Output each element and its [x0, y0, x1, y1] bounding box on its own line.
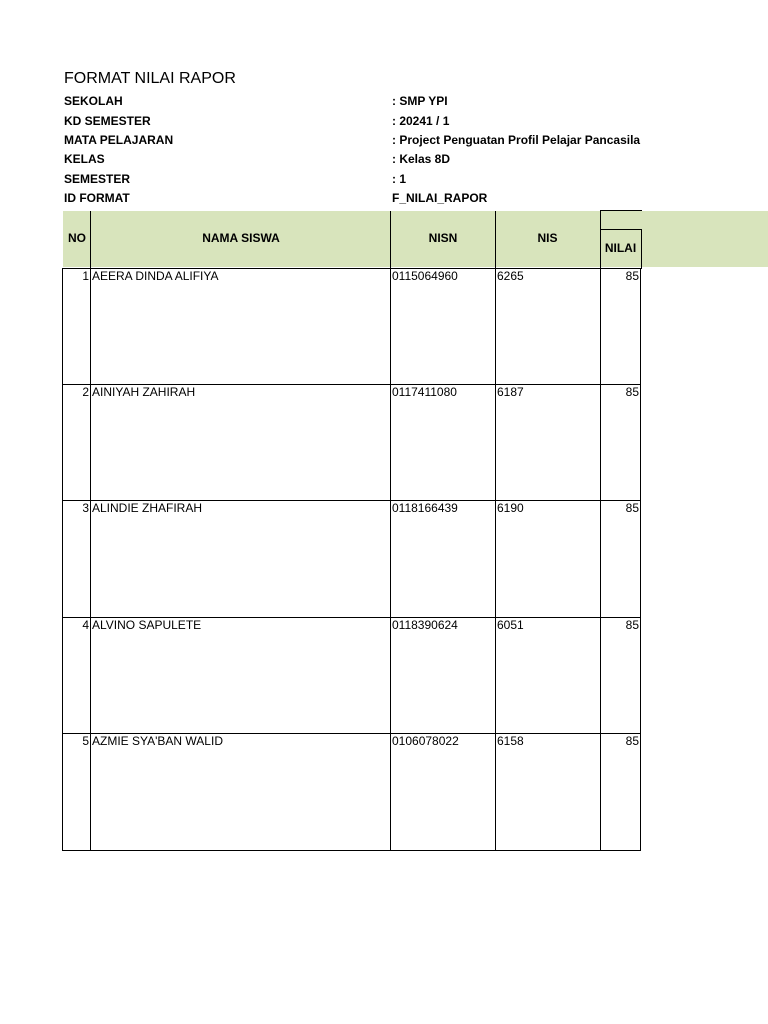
grid-line	[600, 229, 642, 230]
meta-row-sekolah	[64, 94, 764, 112]
row-nisn: 0118390624	[392, 618, 458, 632]
meta-value: : 1	[392, 172, 407, 186]
grid-line	[641, 229, 642, 269]
row-nama: ALVINO SAPULETE	[92, 618, 202, 632]
meta-row-kelas	[64, 152, 764, 170]
meta-label: KD SEMESTER	[64, 114, 151, 128]
header-nis: NIS	[537, 231, 558, 245]
meta-label: KELAS	[64, 152, 105, 166]
header-no: NO	[68, 231, 86, 245]
meta-value: F_NILAI_RAPOR	[392, 191, 488, 205]
grid-line	[62, 850, 641, 851]
grid-line	[600, 210, 601, 851]
header-nama-siswa: NAMA SISWA	[202, 231, 280, 245]
meta-value: : SMP YPI	[392, 94, 448, 108]
grid-line	[640, 268, 641, 851]
header-nisn: NISN	[428, 231, 458, 245]
row-nisn: 0106078022	[392, 734, 459, 748]
meta-row-kd-semester	[64, 114, 764, 132]
grid-line	[390, 211, 391, 851]
row-nilai: 85	[625, 269, 639, 283]
meta-label: MATA PELAJARAN	[64, 133, 174, 147]
row-nis: 6187	[497, 385, 524, 399]
row-nisn: 0118166439	[392, 501, 458, 515]
row-nis: 6051	[497, 618, 524, 632]
row-no: 4	[82, 618, 89, 632]
row-no: 1	[82, 269, 89, 283]
grid-line	[495, 211, 496, 851]
row-no: 5	[82, 734, 89, 748]
meta-label: SEMESTER	[64, 172, 131, 186]
meta-row-semester	[64, 172, 764, 190]
grid-line	[600, 210, 642, 211]
meta-row-mata-pelajaran	[64, 133, 764, 151]
grid-line	[90, 211, 91, 851]
row-nisn: 0117411080	[392, 385, 457, 399]
meta-label: ID FORMAT	[64, 191, 130, 205]
header-nilai: NILAI	[604, 241, 637, 255]
meta-value: : 20241 / 1	[392, 114, 450, 128]
row-nama: AINIYAH ZAHIRAH	[92, 385, 196, 399]
row-nis: 6190	[497, 501, 524, 515]
grid-line	[62, 268, 63, 851]
row-nilai: 85	[625, 501, 639, 515]
row-nama: AZMIE SYA'BAN WALID	[92, 734, 223, 748]
row-nilai: 85	[625, 734, 639, 748]
meta-row-id-format	[64, 191, 764, 209]
row-nilai: 85	[625, 385, 639, 399]
row-no: 3	[82, 501, 89, 515]
header-extension	[641, 211, 768, 267]
meta-value: : Project Penguatan Profil Pelajar Pancasila	[392, 133, 641, 147]
meta-value: : Kelas 8D	[392, 152, 451, 166]
row-nilai: 85	[625, 618, 639, 632]
document-title: FORMAT NILAI RAPOR	[64, 70, 236, 87]
row-nis: 6158	[497, 734, 524, 748]
row-no: 2	[82, 385, 89, 399]
table-header	[63, 211, 641, 267]
row-nama: AEERA DINDA ALIFIYA	[92, 269, 219, 283]
meta-label: SEKOLAH	[64, 94, 123, 108]
row-nis: 6265	[497, 269, 524, 283]
row-nama: ALINDIE ZHAFIRAH	[92, 501, 203, 515]
row-nisn: 0115064960	[392, 269, 458, 283]
